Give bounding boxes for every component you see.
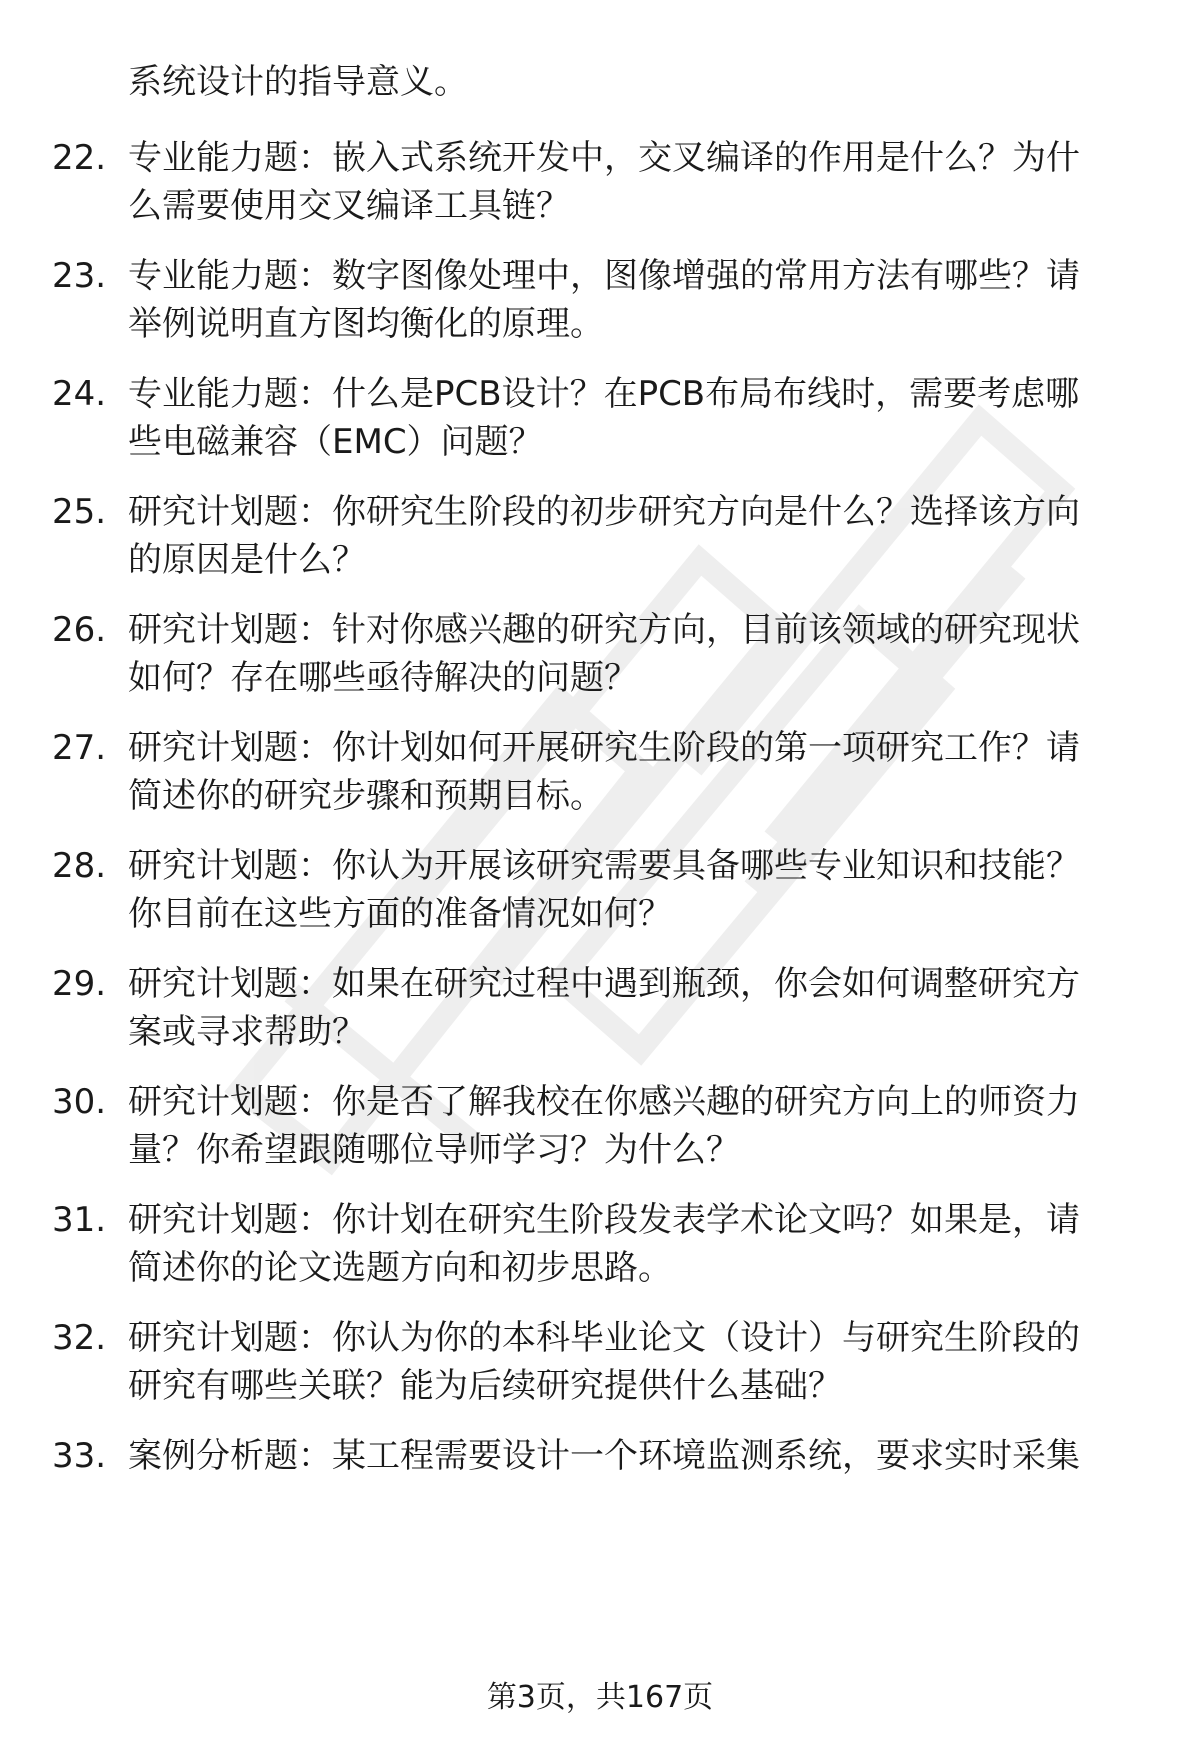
question-number: 24.: [52, 374, 107, 414]
question-line-2: 如何？存在哪些亟待解决的问题？: [128, 658, 638, 698]
question-text: [128, 488, 1138, 584]
question-item-33: [0, 1432, 1200, 1532]
question-text: [128, 842, 1138, 938]
continuation-line: 系统设计的指导意义。: [128, 62, 468, 102]
question-item-32: [0, 1314, 1200, 1414]
question-line-1: 研究计划题：你认为开展该研究需要具备哪些专业知识和技能？: [128, 846, 1080, 886]
question-text: [128, 724, 1138, 820]
question-line-1: 专业能力题：什么是PCB设计？在PCB布局布线时，需要考虑哪: [128, 374, 1080, 414]
question-item-27: [0, 724, 1200, 824]
question-line-1: 研究计划题：如果在研究过程中遇到瓶颈，你会如何调整研究方: [128, 964, 1080, 1004]
question-line-1: 案例分析题：某工程需要设计一个环境监测系统，要求实时采集: [128, 1436, 1080, 1476]
question-text: [128, 134, 1138, 230]
question-number: 29.: [52, 964, 107, 1004]
question-item-30: [0, 1078, 1200, 1178]
question-item-25: [0, 488, 1200, 588]
question-line-1: 研究计划题：你计划在研究生阶段发表学术论文吗？如果是，请: [128, 1200, 1080, 1240]
question-line-2: 简述你的研究步骤和预期目标。: [128, 776, 604, 816]
question-line-1: 专业能力题：数字图像处理中，图像增强的常用方法有哪些？请: [128, 256, 1080, 296]
question-line-1: 研究计划题：你认为你的本科毕业论文（设计）与研究生阶段的: [128, 1318, 1080, 1358]
question-line-1: 研究计划题：你计划如何开展研究生阶段的第一项研究工作？请: [128, 728, 1080, 768]
page-footer: 第3页，共167页: [486, 1680, 714, 1715]
question-item-24: [0, 370, 1200, 470]
question-item-22: [0, 134, 1200, 234]
question-line-2: 研究有哪些关联？能为后续研究提供什么基础？: [128, 1366, 842, 1406]
question-text: [128, 1432, 1138, 1480]
question-line-1: 研究计划题：你是否了解我校在你感兴趣的研究方向上的师资力: [128, 1082, 1080, 1122]
question-text: [128, 1078, 1138, 1174]
question-number: 23.: [52, 256, 107, 296]
question-number: 26.: [52, 610, 107, 650]
question-number: 33.: [52, 1436, 107, 1476]
question-line-2: 举例说明直方图均衡化的原理。: [128, 304, 604, 344]
question-number: 25.: [52, 492, 107, 532]
question-text: [128, 606, 1138, 702]
question-item-31: [0, 1196, 1200, 1296]
question-number: 31.: [52, 1200, 107, 1240]
question-number: 22.: [52, 138, 107, 178]
question-text: [128, 960, 1138, 1056]
question-line-2: 么需要使用交叉编译工具链？: [128, 186, 570, 226]
question-text: [128, 1196, 1138, 1292]
question-line-2: 案或寻求帮助？: [128, 1012, 366, 1052]
question-item-29: [0, 960, 1200, 1060]
question-line-2: 你目前在这些方面的准备情况如何？: [128, 894, 672, 934]
question-number: 30.: [52, 1082, 107, 1122]
question-number: 27.: [52, 728, 107, 768]
question-line-2: 的原因是什么？: [128, 540, 366, 580]
question-item-23: [0, 252, 1200, 352]
question-line-2: 简述你的论文选题方向和初步思路。: [128, 1248, 672, 1288]
question-line-2: 量？你希望跟随哪位导师学习？为什么？: [128, 1130, 740, 1170]
question-text: [128, 1314, 1138, 1410]
question-line-1: 专业能力题：嵌入式系统开发中，交叉编译的作用是什么？为什: [128, 138, 1080, 178]
question-number: 28.: [52, 846, 107, 886]
question-line-1: 研究计划题：你研究生阶段的初步研究方向是什么？选择该方向: [128, 492, 1080, 532]
question-line-2: 些电磁兼容（EMC）问题？: [128, 422, 543, 462]
question-item-26: [0, 606, 1200, 706]
question-number: 32.: [52, 1318, 107, 1358]
question-line-1: 研究计划题：针对你感兴趣的研究方向，目前该领域的研究现状: [128, 610, 1080, 650]
question-text: [128, 252, 1138, 348]
question-text: [128, 370, 1138, 466]
question-item-28: [0, 842, 1200, 942]
